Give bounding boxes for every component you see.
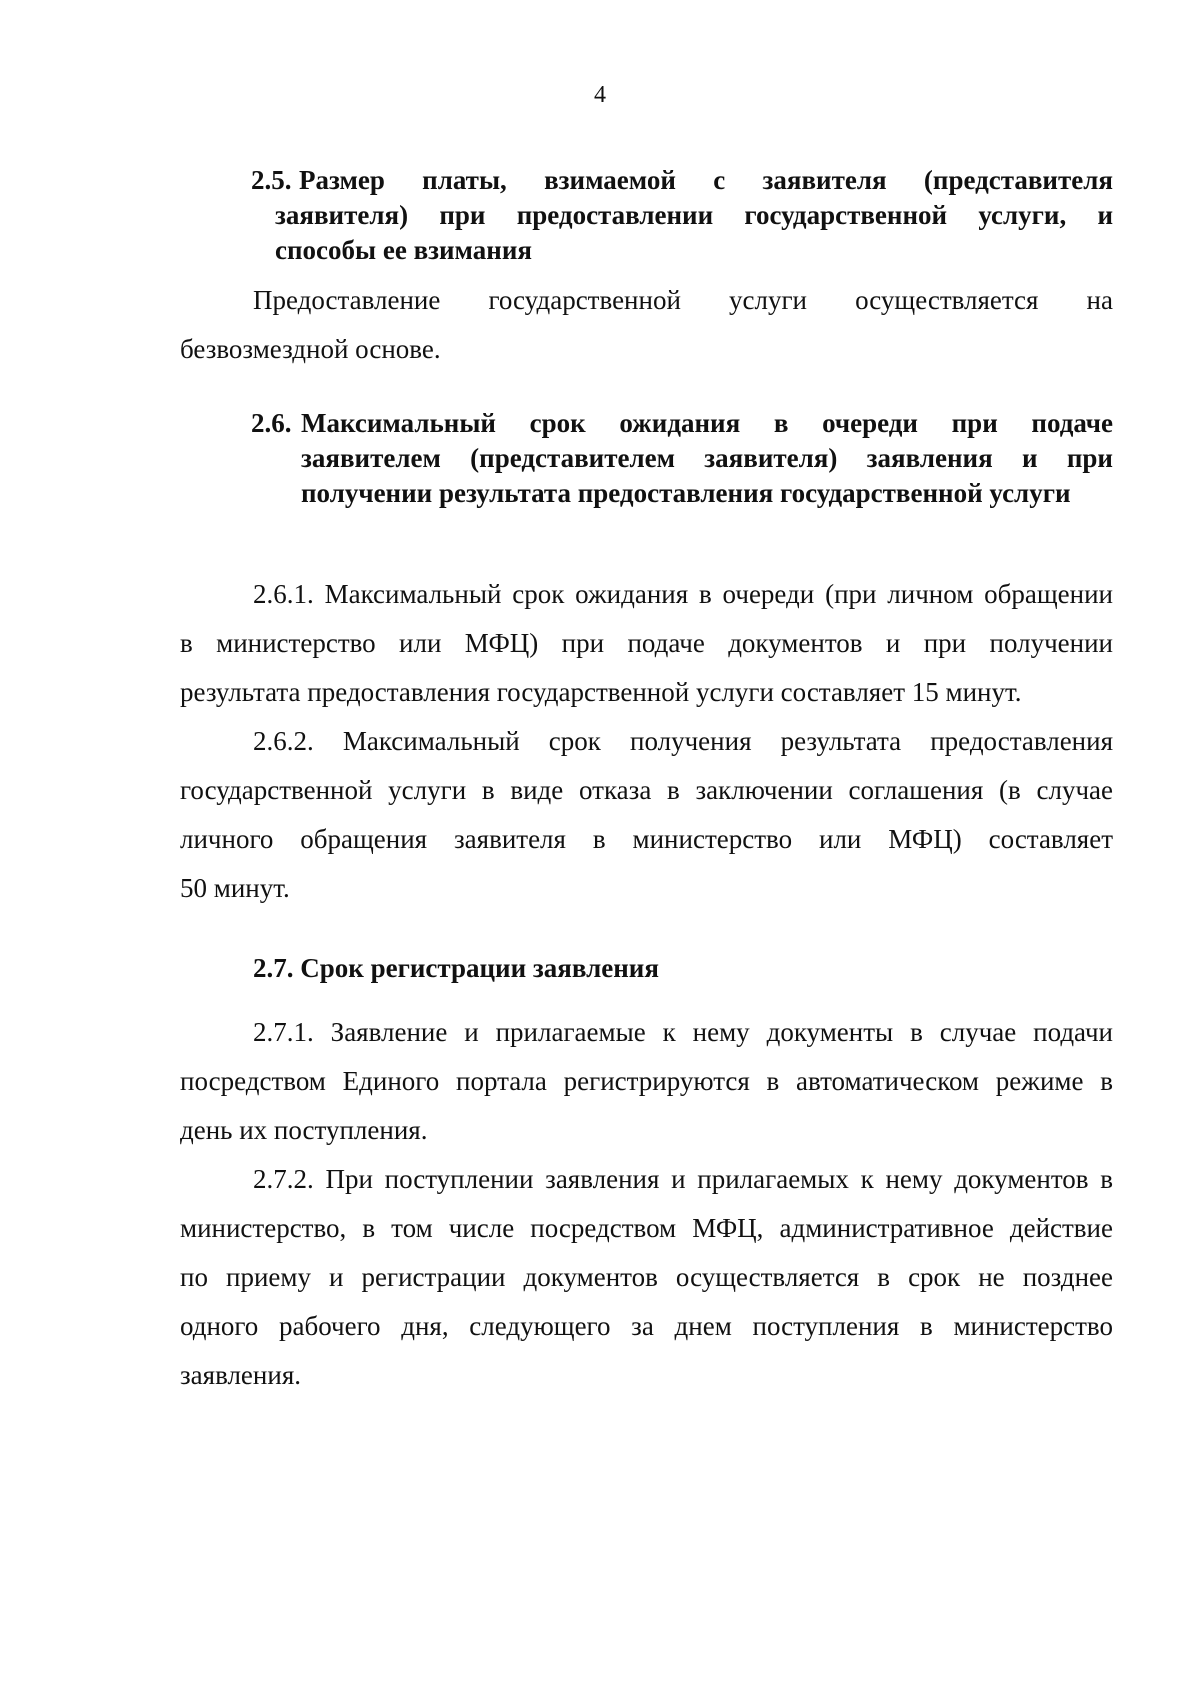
- paragraph-2-6-2: [180, 717, 1113, 913]
- paragraph-line: 2.6.1. Максимальный срок ожидания в очереди (при личном обращении: [253, 579, 1113, 609]
- paragraph-line: одного рабочего дня, следующего за днем поступления в министерство: [180, 1311, 1113, 1341]
- paragraph-line: 2.6.2. Максимальный срок получения результата предоставления: [253, 726, 1113, 756]
- paragraph-line: заявления.: [180, 1360, 301, 1390]
- page-number: 4: [594, 82, 606, 108]
- section-2-6-title-line: заявителем (представителем заявителя) заявления и при: [301, 443, 1113, 473]
- paragraph-line: государственной услуги в виде отказа в заключении соглашения (в случае: [180, 775, 1113, 805]
- paragraph-line: в министерство или МФЦ) при подаче документов и при получении: [180, 628, 1113, 658]
- section-2-6-number: 2.6.: [251, 408, 292, 438]
- section-2-7-heading: 2.7. Срок регистрации заявления: [253, 953, 659, 983]
- section-2-5-body: [180, 276, 1113, 374]
- paragraph-line: день их поступления.: [180, 1115, 428, 1145]
- paragraph-line: безвозмездной основе.: [180, 334, 441, 364]
- section-2-5-title-line: способы ее взимания: [275, 235, 532, 265]
- paragraph-line: результата предоставления государственной услуги составляет 15 минут.: [180, 677, 1022, 707]
- paragraph-line: посредством Единого портала регистрируются в автоматическом режиме в: [180, 1066, 1113, 1096]
- paragraph-line: министерство, в том числе посредством МФЦ, административное действие: [180, 1213, 1113, 1243]
- paragraph-2-7-1: [180, 1008, 1113, 1155]
- section-2-6-title-line: получении результата предоставления государственной услуги: [301, 478, 1071, 508]
- section-2-5-title-line: заявителя) при предоставлении государственной услуги, и: [275, 200, 1113, 230]
- section-2-6-title-line: Максимальный срок ожидания в очереди при подаче: [301, 408, 1113, 438]
- section-2-5-number: 2.5.: [251, 165, 292, 195]
- paragraph-line: 2.7.2. При поступлении заявления и прилагаемых к нему документов в: [253, 1164, 1113, 1194]
- paragraph-line: 50 минут.: [180, 873, 290, 903]
- section-2-5-title-line: Размер платы, взимаемой с заявителя (представителя: [299, 165, 1113, 195]
- paragraph-2-6-1: [180, 570, 1113, 717]
- paragraph-line: Предоставление государственной услуги осуществляется на: [253, 285, 1113, 315]
- paragraph-line: по приему и регистрации документов осуществляется в срок не позднее: [180, 1262, 1113, 1292]
- paragraph-line: личного обращения заявителя в министерство или МФЦ) составляет: [180, 824, 1113, 854]
- paragraph-line: 2.7.1. Заявление и прилагаемые к нему документы в случае подачи: [253, 1017, 1113, 1047]
- paragraph-2-7-2: [180, 1155, 1113, 1400]
